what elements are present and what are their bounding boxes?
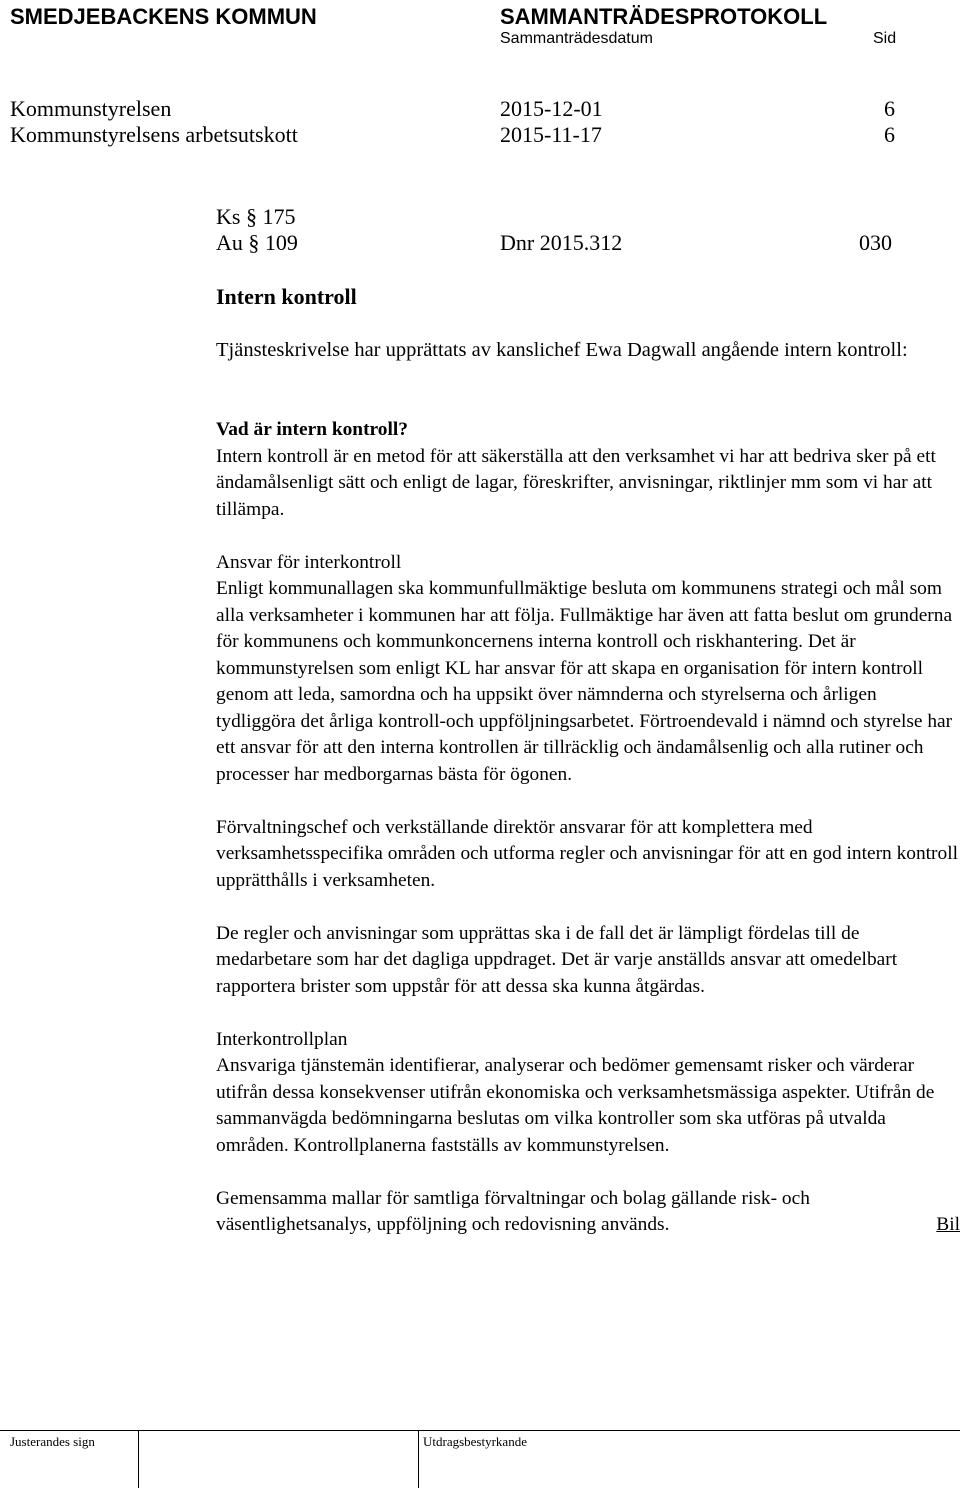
control-plan-heading: Interkontrollplan [216,1028,348,1050]
responsibility-heading: Ansvar för interkontroll [216,551,402,573]
meeting-date: 2015-12-01 [500,96,603,121]
what-is-heading: Vad är intern kontroll? [216,419,408,440]
ks-paragraph: Ks § 175 [216,204,296,229]
page-number: 6 [884,96,895,121]
footer-divider [0,1430,960,1431]
responsibility-text: Enligt kommunallagen ska kommunfullmäktige besluta om kommunens strategi och mål som alla verksamheter i kommunen har att följa. Fullmäktige har även att fatta beslut om grunderna för kommunens och kommunkoncernens interna kontroll och riskhantering. Det är kommunstyrelsen som enligt KL har ansvar för att skapa en organisation för intern kontroll genom att leda, samordna och ha uppsikt över nämnderna och styrelserna och årligen tydliggöra det årliga kontroll-och uppföljningsarbetet. Förtroendevald i nämnd och styrelse har ett ansvar för att den interna kontrollen är tillräcklig och ändamålsenlig och alla rutiner och processer har medborgarnas bästa för ögonen. [216,578,953,785]
footer-column-divider [418,1430,419,1488]
templates-text: Gemensamma mallar för samtliga förvaltningar och bolag gällande risk- och väsentlighetsanalys, uppföljning och redovisning används. [216,1187,810,1235]
rules-text: De regler och anvisningar som upprättas ska i de fall det är lämpligt fördelas till de medarbetare som har det dagliga uppdraget. Det är varje anställds ansvar att omedelbart rapportera brister som uppstår för att dessa ska kunna åtgärdas. [216,922,898,997]
attachment-link[interactable]: Bil [936,1214,960,1235]
page-number: 6 [884,122,895,147]
meeting-body: Kommunstyrelsens arbetsutskott [10,122,298,147]
document-type: SAMMANTRÄDESPROTOKOLL [500,4,828,29]
intro-text: Tjänsteskrivelse har upprättats av kanslichef Ewa Dagwall angående intern kontroll: [216,339,908,361]
intro-paragraph [216,337,960,364]
meeting-date: 2015-11-17 [500,122,602,147]
adjuster-signature-label: Justerandes sign [10,1434,95,1449]
footer-column-divider [138,1430,139,1488]
extract-certification-label: Utdragsbestyrkande [423,1434,527,1449]
meeting-body: Kommunstyrelsen [10,96,172,121]
diary-number: Dnr 2015.312 [500,230,623,255]
document-body [216,417,960,1239]
section-title: Intern kontroll [216,284,357,309]
page-label: Sid [873,30,897,47]
municipality-name: SMEDJEBACKENS KOMMUN [10,4,317,29]
control-plan-text: Ansvariga tjänstemän identifierar, analyserar och bedömer gemensamt risker och värderar utifrån dessa konsekvenser utifrån ekonomiska och verksamhetsmässiga aspekter. Utifrån de sammanvägda bedömningarna beslutas om vilka kontroller som ska utföras på utvalda områden. Kontrollplanerna fastställs av kommunstyrelsen. [216,1055,935,1156]
templates-paragraph [216,1186,960,1239]
management-text: Förvaltningschef och verkställande direktör ansvarar för att komplettera med verksamhetsspecifika områden och utforma regler och anvisningar för att en god intern kontroll upprätthålls i verksamheten. [216,816,958,891]
what-is-text: Intern kontroll är en metod för att säkerställa att den verksamhet vi har att bedriva sker på ett ändamålsenligt sätt och enligt de lagar, föreskrifter, anvisningar, riktlinjer mm som vi har att tillämpa. [216,445,936,520]
archive-code: 030 [859,230,892,255]
au-paragraph: Au § 109 [216,230,298,255]
meeting-date-label: Sammanträdesdatum [500,30,653,47]
